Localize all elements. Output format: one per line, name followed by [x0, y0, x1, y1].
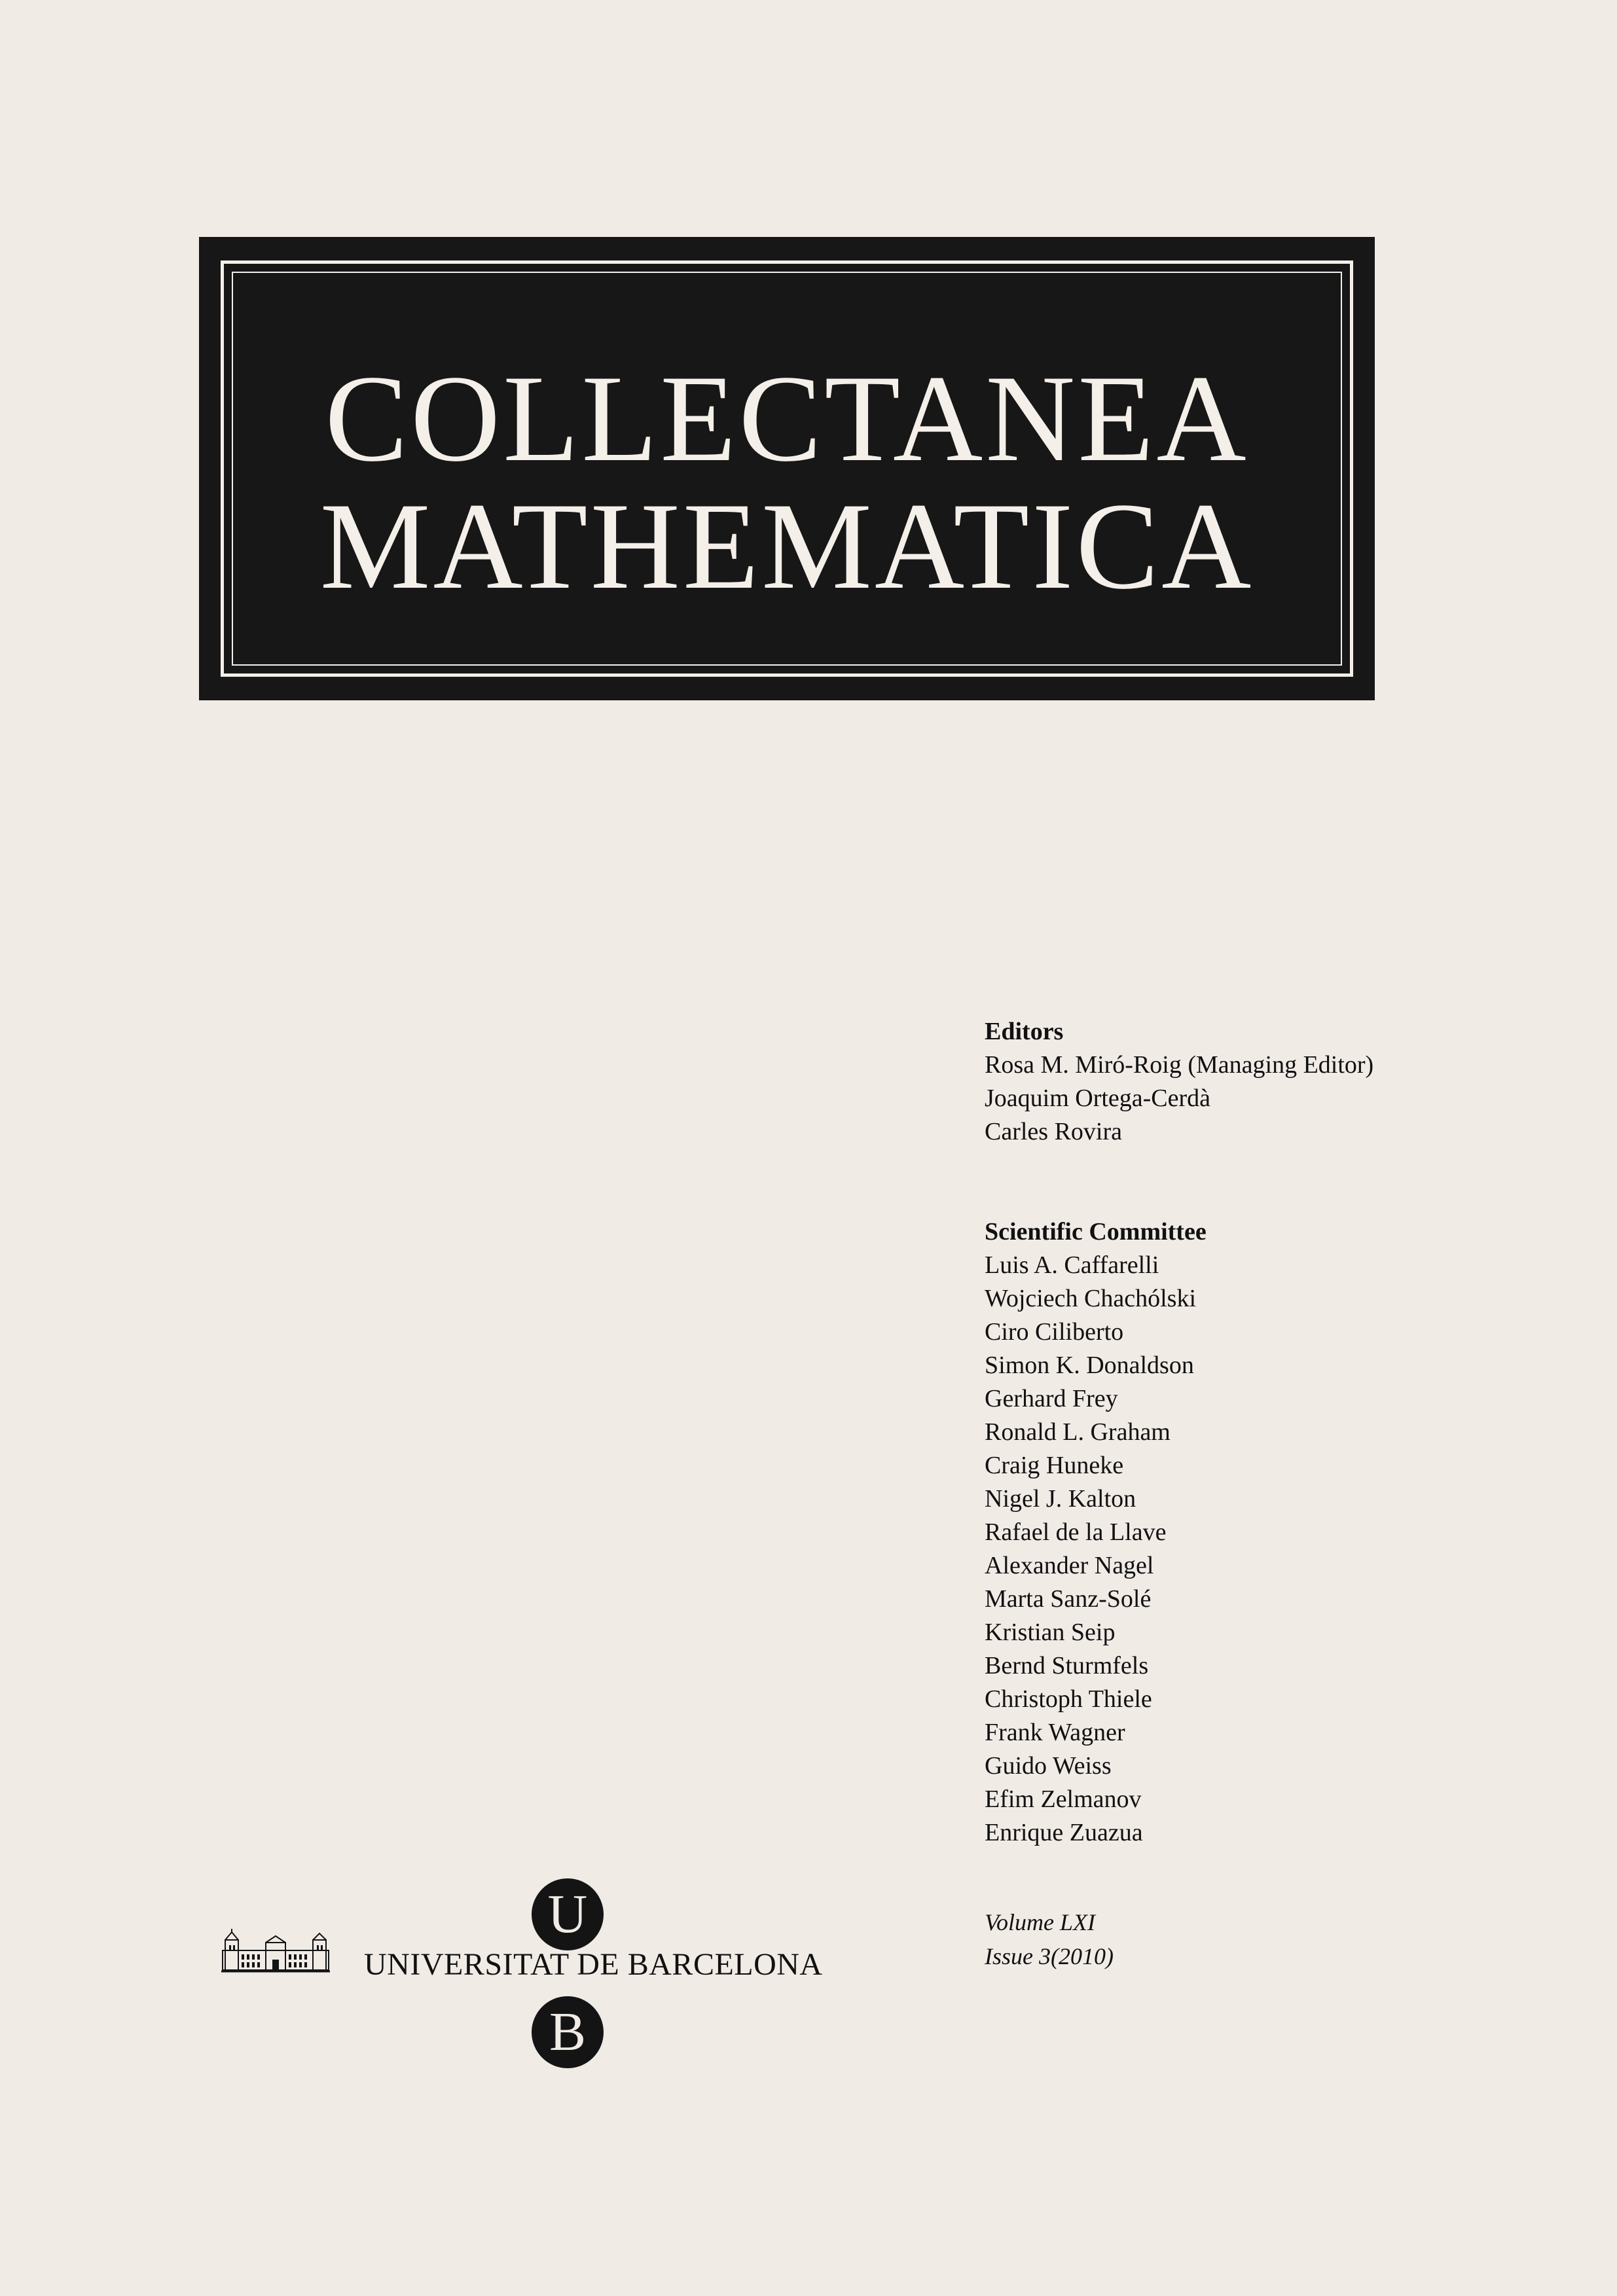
- committee-member: Marta Sanz-Solé: [985, 1585, 1152, 1613]
- committee-member: Bernd Sturmfels: [985, 1652, 1149, 1679]
- committee-member: Enrique Zuazua: [985, 1819, 1143, 1846]
- issue-label: Issue 3(2010): [985, 1943, 1114, 1969]
- issue-info: [985, 1905, 1114, 1973]
- masthead-credits: [985, 1015, 1574, 1850]
- editors-heading: Editors: [985, 1018, 1064, 1045]
- committee-member: Craig Huneke: [985, 1452, 1124, 1479]
- university-building-icon: [220, 1928, 331, 1974]
- journal-title-line-1: COLLECTANEA: [325, 350, 1249, 488]
- editor-name: Joaquim Ortega-Cerdà: [985, 1085, 1211, 1112]
- committee-heading: Scientific Committee: [985, 1218, 1207, 1246]
- committee-member: Frank Wagner: [985, 1719, 1125, 1746]
- university-name: UNIVERSITAT DE BARCELONA: [364, 1947, 823, 1982]
- committee-member: Ronald L. Graham: [985, 1418, 1171, 1446]
- committee-member: Guido Weiss: [985, 1752, 1112, 1780]
- section-spacer: [985, 1149, 1574, 1215]
- committee-list: [985, 1249, 1574, 1850]
- logo-letter-u: U: [532, 1878, 604, 1950]
- journal-title-line-2: MATHEMATICA: [319, 478, 1254, 615]
- committee-member: Christoph Thiele: [985, 1685, 1152, 1713]
- committee-member: Alexander Nagel: [985, 1552, 1154, 1579]
- logo-letter-b: B: [532, 1996, 604, 2068]
- committee-member: Ciro Ciliberto: [985, 1318, 1124, 1346]
- university-logo: [216, 1878, 823, 2068]
- committee-member: Wojciech Chachólski: [985, 1285, 1197, 1312]
- committee-member: Efim Zelmanov: [985, 1785, 1142, 1813]
- committee-member: Simon K. Donaldson: [985, 1352, 1194, 1379]
- editors-list: [985, 1049, 1574, 1149]
- committee-member: Nigel J. Kalton: [985, 1485, 1136, 1513]
- editor-name: Rosa M. Miró-Roig (Managing Editor): [985, 1051, 1374, 1079]
- committee-member: Luis A. Caffarelli: [985, 1251, 1159, 1279]
- committee-member: Kristian Seip: [985, 1619, 1116, 1646]
- editor-name: Carles Rovira: [985, 1118, 1123, 1145]
- committee-member: Gerhard Frey: [985, 1385, 1118, 1412]
- masthead: [199, 237, 1375, 700]
- volume-label: Volume LXI: [985, 1909, 1095, 1935]
- committee-member: Rafael de la Llave: [985, 1518, 1167, 1546]
